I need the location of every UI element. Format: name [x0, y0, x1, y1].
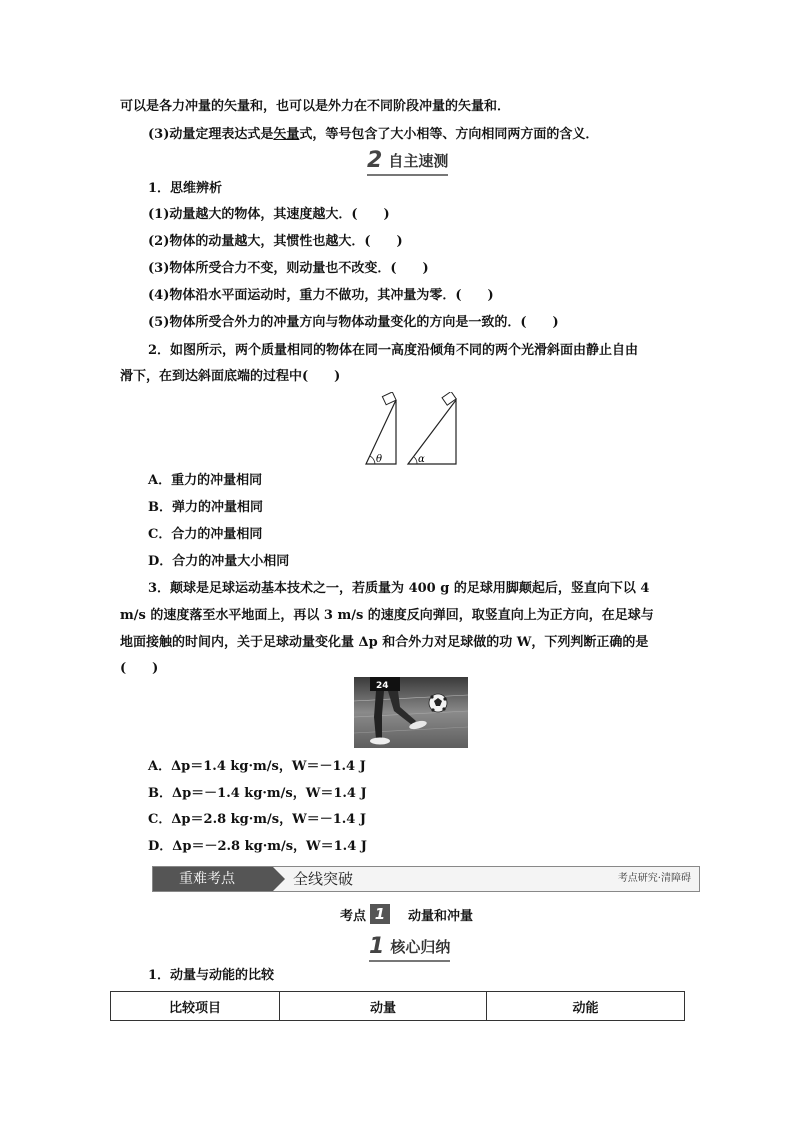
section-title: 核心归纳 [390, 938, 451, 956]
table-header-row [111, 992, 685, 1021]
q2-stem-line-1: 2．如图所示，两个质量相同的物体在同一高度沿倾角不同的两个光滑斜面由静止自由 [148, 343, 639, 358]
banner-light-label: 全线突破 [293, 870, 354, 888]
intro-line-2-underlined: 矢量 [273, 127, 300, 142]
football-photo [354, 677, 468, 748]
q3-stem-line-2: m/s 的速度落至水平地面上，再以 3 m/s 的速度反向弹回，取竖直向上为正方向，在足球与 [120, 608, 654, 623]
q2-option: C．合力的冲量相同 [148, 527, 263, 542]
jersey-number: 24 [376, 681, 389, 691]
intro-line-2 [148, 126, 598, 144]
q1-item: (3)物体所受合力不变，则动量也不改变．( ) [148, 261, 429, 276]
section-title: 自主速测 [388, 152, 449, 170]
kaodian-number: 1 [370, 904, 390, 924]
table-header-cell: 动量 [280, 992, 487, 1021]
q1-item: (5)物体所受合外力的冲量方向与物体动量变化的方向是一致的．( ) [148, 315, 559, 330]
angle-alpha-label: α [418, 454, 425, 465]
angle-theta-label: θ [376, 454, 383, 465]
q3-option: D．Δp＝－2.8 kg·m/s，W＝1.4 J [148, 839, 367, 854]
q3-stem-line-3: 地面接触的时间内，关于足球动量变化量 Δp 和合外力对足球做的功 W，下列判断正确的是 [120, 635, 649, 650]
banner-dark-label: 重难考点 [153, 867, 273, 891]
kaodian-prefix: 考点 [340, 908, 367, 924]
section-banner-self-test [367, 148, 448, 173]
intro-line-1: 可以是各力冲量的矢量和，也可以是外力在不同阶段冲量的矢量和． [120, 99, 511, 114]
intro-line-2-pre: (3)动量定理表达式是 [148, 127, 274, 142]
kaodian-heading [340, 904, 473, 924]
q2-stem-line-2: 滑下，在到达斜面底端的过程中( ) [120, 369, 341, 384]
banner-small-label: 考点研究·清障碍 [617, 873, 691, 884]
q2-option: B．弹力的冲量相同 [148, 500, 263, 515]
section-number: 2 [367, 148, 383, 173]
q1-title: 1．思维辨析 [148, 181, 223, 196]
table-header-cell: 比较项目 [111, 992, 280, 1021]
table-header-cell: 动能 [487, 992, 685, 1021]
intro-line-2-post: 式，等号包含了大小相等、方向相同两方面的含义． [299, 127, 599, 142]
q1-item: (4)物体沿水平面运动时，重力不做功，其冲量为零．( ) [148, 288, 494, 303]
inclined-planes-figure [362, 392, 462, 468]
q3-option: B．Δp＝－1.4 kg·m/s，W＝1.4 J [148, 786, 367, 801]
comparison-title: 1．动量与动能的比较 [148, 968, 275, 983]
q1-item: (2)物体的动量越大，其惯性也越大．( ) [148, 234, 403, 249]
q3-option: A．Δp＝1.4 kg·m/s，W＝－1.4 J [148, 759, 366, 774]
comparison-table [110, 991, 685, 1021]
kaodian-title: 动量和冲量 [408, 908, 474, 924]
section-number: 1 [369, 934, 385, 959]
q2-option: D．合力的冲量大小相同 [148, 554, 290, 569]
section-banner-core [369, 934, 450, 959]
q3-stem-line-4: ( ) [120, 661, 159, 676]
q3-option: C．Δp＝2.8 kg·m/s，W＝－1.4 J [148, 812, 367, 827]
key-topics-banner [152, 866, 700, 892]
q1-item: (1)动量越大的物体，其速度越大．( ) [148, 207, 390, 222]
q2-option: A．重力的冲量相同 [148, 473, 263, 488]
q3-stem-line-1: 3．颠球是足球运动基本技术之一，若质量为 400 g 的足球用脚颠起后，竖直向下以 4 [148, 581, 650, 596]
